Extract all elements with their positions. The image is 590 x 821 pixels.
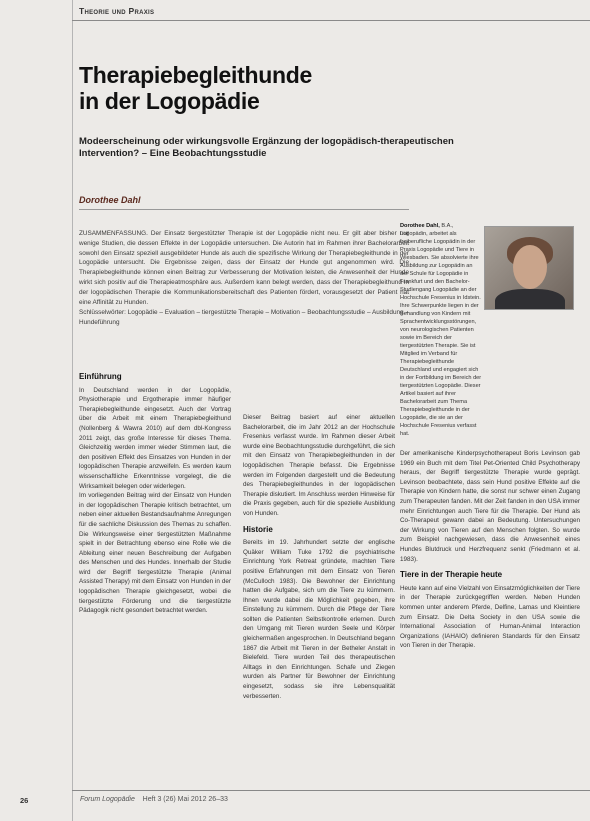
author-bio: [400, 222, 482, 438]
footer-rule: [72, 790, 590, 791]
header-rule: [72, 20, 590, 21]
intro-paragraph-1: In Deutschland werden in der Logopädie, Physiotherapie und Ergotherapie immer häufiger Therapiebegleithunde eingesetzt. Auch der Vortrag über die Arbeit mit einem Therapiebegleithund (Nollenberg & Wawra 2010) auf dem dbl-Kongress 2011 zeigt, das große Interesse für dieses Thema. Gleichzeitig werden immer wieder Stimmen laut, die den positiven Effekt des Einsatzes von Hunden in der logopädischen Therapie anzweifeln. Es werden kaum wissenschaftliche Erkenntnisse vorgelegt, die die Wirksamkeit belegen oder widerlegen.: [79, 386, 231, 490]
author-name: Dorothee Dahl: [79, 195, 141, 205]
author-rule: [79, 209, 409, 210]
today-heading: Tiere in der Therapie heute: [400, 570, 503, 580]
column-3-paragraph-1: Der amerikanische Kinderpsychotherapeut Boris Levinson gab 1969 ein Buch mit dem Titel Pet-Oriented Child Psychotherapy heraus, der Begriff tiergestützte Therapie wurde geprägt. Levinson beobachtete, dass sein Hund positive Effekte auf die Therapie von Kindern hatte, die sonst nur schwer einen Zugang zum Therapeuten fanden. Mit der Zeit fanden in den USA immer mehr Einrichtungen auch Tiere für die Therapie. Der Hund als Co-Therapeut gewann dabei an Bedeutung. Untersuchungen der Wirkung von Tieren auf den Menschen folgten. So wurde zum Beispiel nachgewiesen, dass die Anwesenheit eines Hundes Blutdruck und Herzfrequenz senkt (Friedmann et al. 1983).: [400, 450, 580, 563]
column-2-paragraph-1: Dieser Beitrag basiert auf einer aktuellen Bachelorarbeit, die im Jahr 2012 an der Hochschule Fresenius verfasst wurde. Im Rahmen dieser Arbeit wurde eine Beobachtungsstudie durchgeführt, die sich mit den Einsatz von Therapiebegleithunden in der logopädischen Therapie befasst. Die Ergebnisse werden im Folgenden dargestellt und die Bedeutung des Therapiebegleithundes in der logopädischen Therapie diskutiert. Im Anschluss werden Hinweise für die Praxis gegeben, auch für die spezielle Ausbildung von Hunden.: [243, 414, 395, 517]
title-line-1: Therapiebegleithunde: [79, 62, 312, 88]
abstract: [79, 229, 409, 328]
history-paragraph: Bereits im 19. Jahrhundert setzte der englische Quäker William Tuke 1792 die psychiatrische Einrichtung York Retreat gründete, machten Tiere positive Erfahrungen mit dem Einsatz von Tieren (McCulloch 1983). Die Bewohner der Einrichtung hatten die Aufgabe, sich um die Tiere zu kümmern. Ihnen wurde dabei die Möglichkeit gegeben, ihre Einstellung zu kümmern. Durch die Pflege der Tiere sollten die Patienten Selbstkontrolle erlernen. Durch den Umgang mit Tieren wurden Seele und Körper gleichermaßen angesprochen. In Deutschland begann 1867 die Arbeit mit Tieren in der Betheler Anstalt in Bielefeld. Tiere wurden Teil des therapeutischen Alltags in den Einrichtungen. Schafe und Ziegen wurden als Partner für Bewohner der Einrichtung eingesetzt, sodass sie ihre Lebensqualität verbesserten.: [243, 539, 395, 700]
issue-info: Heft 3 (26) Mai 2012 26–33: [142, 796, 228, 803]
intro-paragraph-2: Im vorliegenden Beitrag wird der Einsatz von Hunden in der logopädischen Therapie kritisch betrachtet, um neben einer aktuellen Bestandsaufnahme Anregungen für die sachliche Diskussion des Themas zu schaffen. Die Wirkungsweise einer tiergestützten Maßnahme spielt in der Betrachtung ebenso eine Rolle wie die Ableitung einer neuen Beschreibung der Aufgaben des Menschen und des Hundes. Innerhalb der Studie wird der Begriff tiergestützte Therapie (Animal Assisted Therapy) mit dem Einsatz von Hunden in der logopädischen Therapie gleichgesetzt, wobei die tiergestützte Förderung und die tiergestützte Pädagogik nicht gesondert betrachtet werden.: [79, 492, 231, 615]
bio-text: B.A., Logopädin, arbeitet als freiberufliche Logopädin in der Praxis Logopädie und Tiere in Wiesbaden. Sie absolvierte ihre Ausbildung zur Logopädin an der Schule für Logopädie in Frankfurt und den Bachelor-Studiengang Logopädie an der Hochschule Fresenius in Idstein. Ihre Schwerpunkte liegen in der Behandlung von Kindern mit Sprachentwicklungsstörungen, von neurologischen Patienten sowie im Bereich der tiergestützten Therapie. Sie ist Mitglied im Verband für Therapiebegleithunde Deutschland und engagiert sich in der Fortbildung im Bereich der tiergestützten Logopädie. Dieser Artikel basiert auf ihrer Bachelorarbeit zum Thema Therapiebegleithunde in der Logopädie, die sie an der Hochschule Fresenius verfasst hat.: [400, 223, 482, 437]
footer-citation: [80, 796, 228, 803]
page-number: 26: [20, 796, 29, 805]
column-2: [243, 413, 395, 701]
author-photo: [484, 226, 574, 310]
today-paragraph: Heute kann auf eine Vielzahl von Einsatzmöglichkeiten der Tiere in der Therapie zurückgegriffen werden. Neben Hunden kommen unter anderem Pferde, Delfine, Lamas und Kleintiere zum Einsatz. Die Delta Society in den USA sowie die International Association of Human-Animal Interaction Organizations (IAHAIO) definieren Standards für den Einsatz von Tieren in der Therapie.: [400, 584, 580, 650]
article-subtitle: Modeerscheinung oder wirkungsvolle Ergänzung der logopädisch-therapeutischen Intervention? – Eine Beobachtungsstudie: [79, 136, 454, 159]
journal-name: Forum Logopädie: [80, 796, 135, 803]
keywords: Schlüsselwörter: Logopädie – Evaluation – tiergestützte Therapie – Motivation – Beobachtungsstudie – Ausbildung – Hundeführung: [79, 309, 409, 327]
column-3: [400, 449, 580, 651]
title-line-2: in der Logopädie: [79, 88, 260, 114]
section-label: Theorie und Praxis: [79, 6, 155, 16]
article-title: [79, 62, 499, 114]
history-heading: Historie: [243, 524, 273, 534]
column-1: [79, 372, 231, 616]
bio-name: Dorothee Dahl,: [400, 223, 440, 229]
left-margin-rule: [72, 0, 73, 821]
intro-heading: Einführung: [79, 372, 122, 381]
abstract-text: ZUSAMMENFASSUNG. Der Einsatz tiergestützter Therapie ist der Logopädie nicht neu. Er gilt aber bisher nur wenige Studien, die dessen Effekte in der Logopädie untersuchen. Die Autorin hat im Rahmen ihrer Bachelorarbeit sowohl den Einsatz speziell ausgebildeter Hunde als auch die spezifische Wirkung der Therapiebegleithunde in der Logopädie untersucht. Die Ergebnisse zeigen, dass der Einsatz der Hunde gut angenommen wird. Die Therapiebegleithunde können einen Beitrag zur Verbesserung der Motivation leisten, die Anwesenheit der Hunde wirkt sich positiv auf die Therapieatmosphäre aus. Außerdem kann belegt werden, dass der Therapiebegleithund in der logopädischen Therapie die Kommunikationsbereitschaft des Patienten fördert, vorausgesetzt der Patient hat eine Affinität zu Hunden.: [79, 230, 409, 306]
